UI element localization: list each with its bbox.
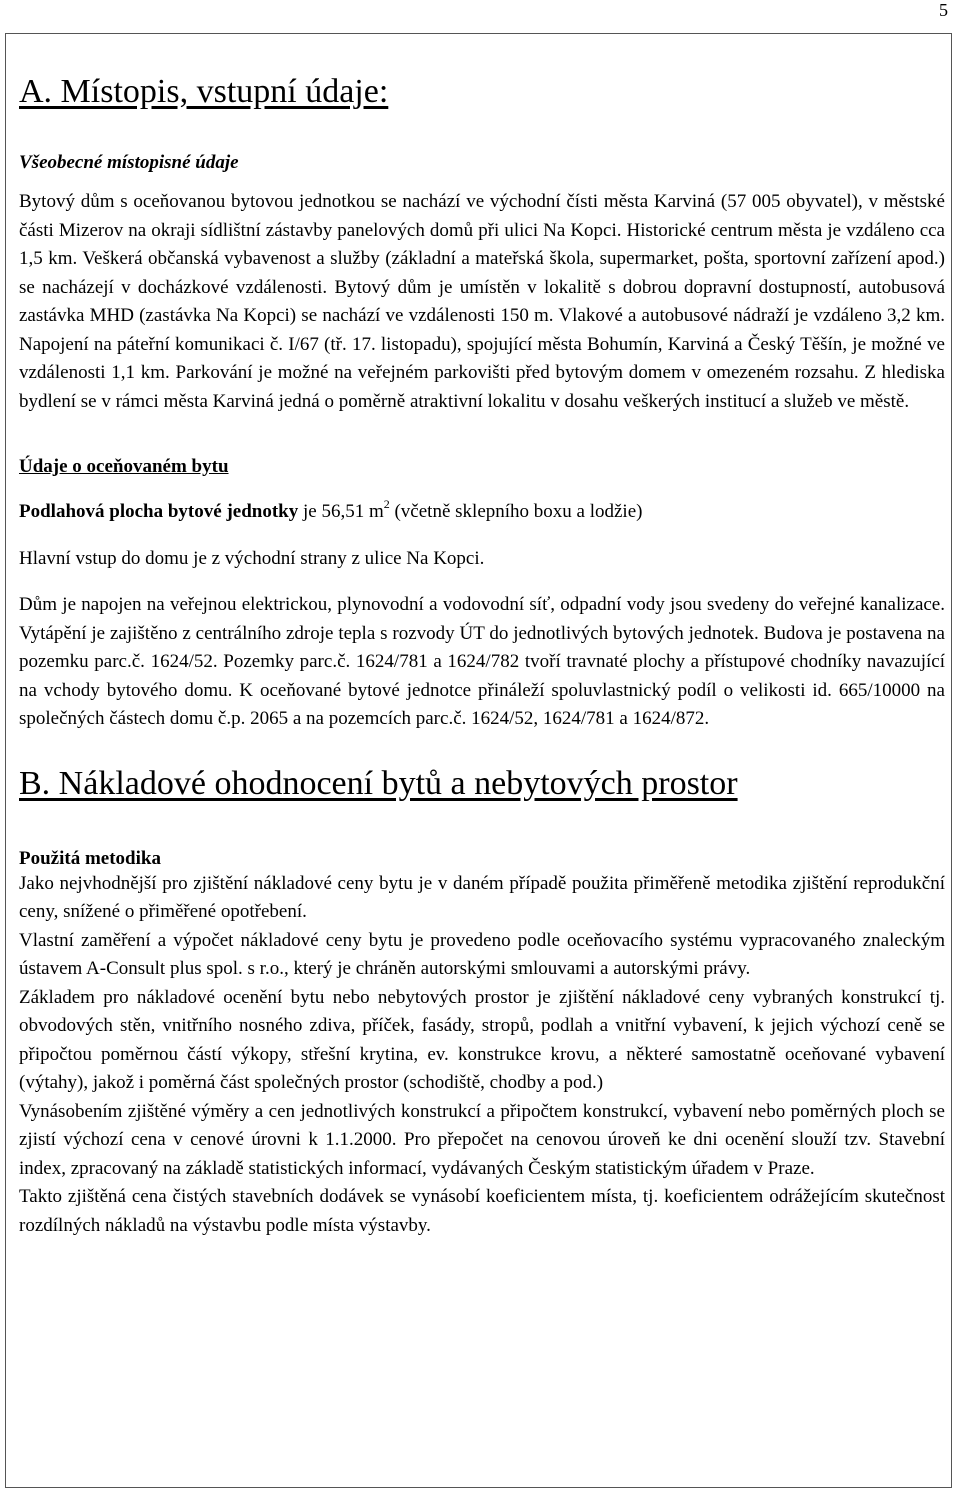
page-number: 5 [939, 0, 948, 20]
floor-area-line [19, 498, 945, 527]
entrance-text: Hlavní vstup do domu je z východní strany z ulice Na Kopci. [19, 547, 485, 569]
document-body [19, 72, 945, 1240]
section-b-title: B. Nákladové ohodnocení bytů a nebytových prostor [19, 764, 738, 802]
floor-area-value: je 56,51 m [298, 501, 384, 522]
method-paragraph: Vlastní zaměření a výpočet nákladové ceny bytu je provedeno podle oceňovacího systému vypracovaného znaleckým ústavem A-Consult plus spol. s r.o., který je chráněn autorskými smlouvami a autorskými právy. [19, 929, 945, 979]
floor-area-label: Podlahová plocha bytové jednotky [19, 501, 299, 522]
method-paragraph: Takto zjištěná cena čistých stavebních dodávek se vynásobí koeficientem místa, tj. koeficientem odrážejícím skutečnost rozdílných nákladů na výstavbu podle místa výstavby. [19, 1186, 945, 1236]
section-a-title: A. Místopis, vstupní údaje: [19, 73, 389, 110]
floor-area-sup: 2 [383, 496, 390, 511]
floor-area-note: (včetně sklepního boxu a lodžie) [389, 501, 643, 522]
building-text: Dům je napojen na veřejnou elektrickou, plynovodní a vodovodní síť, odpadní vody jsou svedeny do veřejné kanalizace. Vytápění je zajištěno z centrálního zdroje tepla s rozvody ÚT do jednotlivých bytových jednotek. Budova je postavena na pozemku parc.č. 1624/52. Pozemky parc.č. 1624/781 a 1624/782 tvoří travnaté plochy a přístupové chodníky navazující na vchody bytového domu. K oceňované bytové jednotce přináleží spoluvlastnický podíl o velikosti id. 665/10000 na společných částech domu č.p. 2065 a na pozemcích parc.č. 1624/52, 1624/781 a 1624/872. [19, 594, 945, 729]
method-paragraph: Jako nejvhodnější pro zjištění nákladové ceny bytu je v daném případě použita přiměřeně metodika zjištění reprodukční ceny, snížené o přiměřené opotřebení. [19, 872, 945, 922]
method-heading: Použitá metodika [19, 847, 161, 869]
general-heading: Všeobecné místopisné údaje [19, 152, 239, 173]
method-paragraph: Vynásobením zjištěné výměry a cen jednotlivých konstrukcí a připočtem konstrukcí, vybavení nebo poměrných ploch se zjistí výchozí cena v cenové úrovni k 1.1.2000. Pro přepočet na cenovou úroveň ke dni ocenění slouží tzv. Stavební index, zpracovaný na základě statistických informací, vydávaných Českým statistickým úřadem v Praze. [19, 1100, 945, 1179]
general-text: Bytový dům s oceňovanou bytovou jednotkou se nachází ve východní čísti města Karviná (57 005 obyvatel), v městské části Mizerov na okraji sídlištní zástavby panelových domů při ulici Na Kopci. Historické centrum města je vzdáleno cca 1,5 km. Veškerá občanská vybavenost a služby (základní a mateřská škola, supermarket, pošta, sportovní zařízení apod.) se nacházejí v docházkové vzdálenosti. Bytový dům je umístěn v lokalitě s dobrou dopravní dostupností, autobusová zastávka MHD (zastávka Na Kopci) se nachází ve vzdálenosti 150 m. Vlakové a autobusové nádraží je vzdáleno 3,2 km. Napojení na páteřní komunikaci č. I/67 (tř. 17. listopadu), spojující města Bohumín, Karviná a Český Těšín, je možné ve vzdálenosti 1,1 km. Parkování je možné na veřejném parkovišti před bytovým domem v omezeném rozsahu. Z hlediska bydlení se v rámci města Karviná jedná o poměrně atraktivní lokalitu v dosahu veškerých institucí a služeb ve městě. [19, 191, 945, 412]
method-paragraph: Základem pro nákladové ocenění bytu nebo nebytových prostor je zjištění nákladové ceny vybraných konstrukcí tj. obvodových stěn, vnitřního nosného zdiva, příček, fasády, stropů, podlah a vnitřní vybavení, k jejich výchozí ceně se připočtou poměrnou částí výkopy, střešní krytina, ev. konstrukce krovu, a některé samostatně oceňované vybavení (výtahy), jakož i poměrná část společných prostor (schodiště, chodby a pod.) [19, 986, 945, 1093]
unit-heading: Údaje o oceňovaném bytu [19, 456, 229, 477]
